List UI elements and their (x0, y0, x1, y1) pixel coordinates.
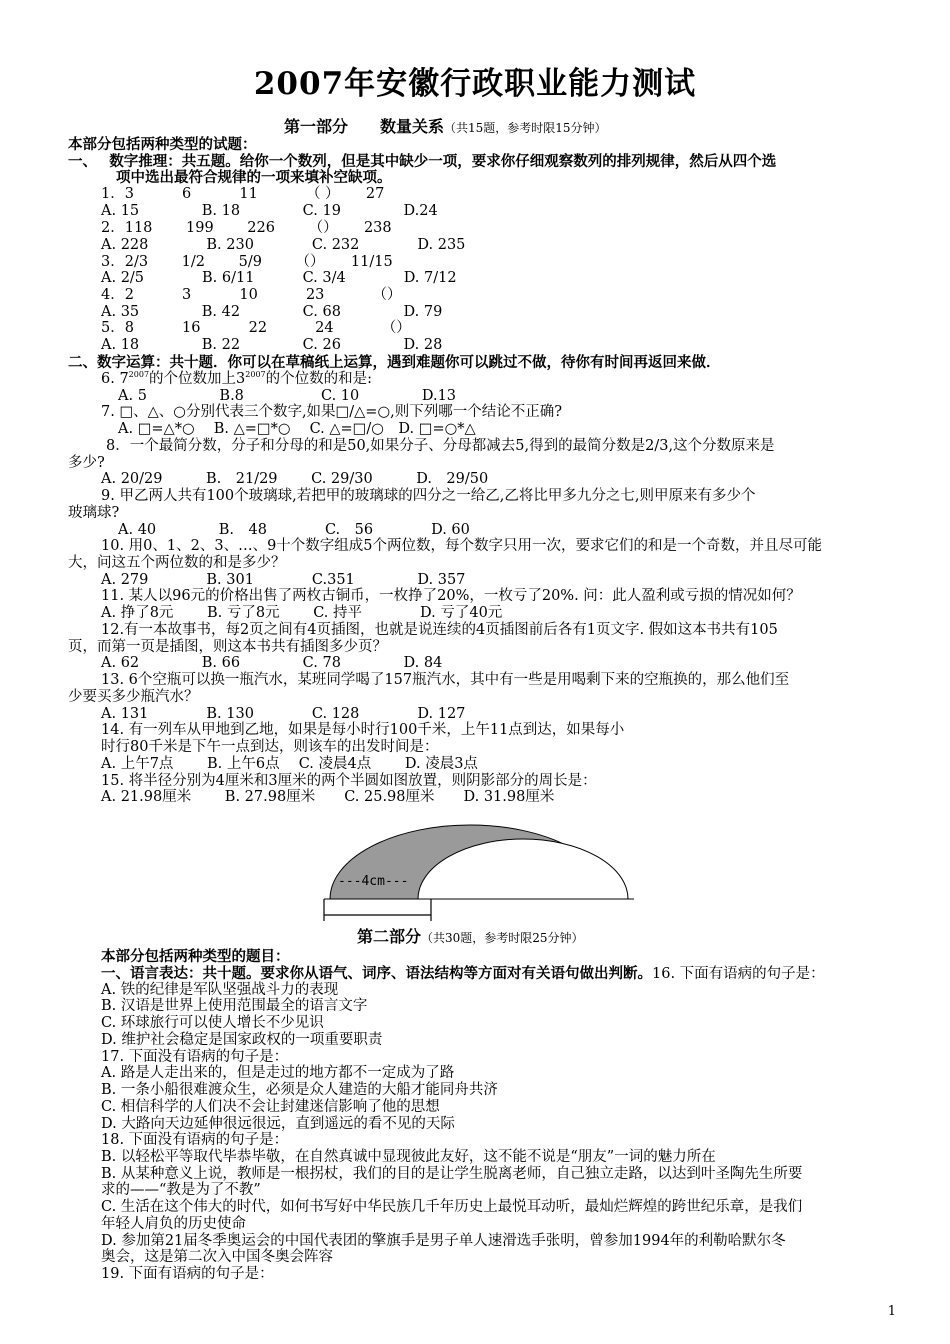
question-1-options: A. 15 B. 18 C. 19 D.24 (101, 203, 438, 219)
question-7: 7. □、△、○分别代表三个数字,如果□/△=○,则下列哪一个结论不正确? (101, 404, 562, 420)
question-12-options: A. 62 B. 66 C. 78 D. 84 (101, 655, 443, 671)
question-6-options: A. 5 B.8 C. 10 D.13 (118, 388, 457, 404)
question-16-option-b: B. 汉语是世界上使用范围最全的语言文字 (101, 998, 368, 1014)
question-8-options: A. 20/29 B. 21/29 C. 29/30 D. 29/50 (101, 471, 489, 487)
section-language: 一、语言表达：共十题。要求你从语气、词序、语法结构等方面对有关语句做出判断。 (101, 965, 652, 982)
question-14-line1: 14. 有一列车从甲地到乙地，如果是每小时行100千米，上午11点到达，如果每小 (101, 722, 625, 738)
document-title: 2007年安徽行政职业能力测试 (253, 66, 697, 102)
section-language-line (101, 965, 825, 983)
question-1: 1．3 6 11 （ ） 27 (101, 186, 385, 202)
question-13-line1: 13. 6个空瓶可以换一瓶汽水，某班同学喝了157瓶汽水，其中有一些是用喝剩下来的空瓶换的，那么他们至 (101, 672, 790, 688)
section-calculation: 二、数字运算：共十题．你可以在草稿纸上运算，遇到难题你可以跳过不做，待你有时间再返回来做． (68, 354, 721, 371)
question-16-option-d: D. 维护社会稳定是国家政权的一项重要职责 (101, 1032, 383, 1048)
section-number-reasoning-line1: 一、 数字推理：共五题。给你一个数列，但是其中缺少一项，要求你仔细观察数列的排列规律，然后从四个选 (68, 153, 777, 170)
question-8-line2: 多少? (68, 455, 105, 471)
question-6-exponent-2: 2007 (245, 370, 266, 379)
question-4: 4．2 3 10 23 （） (101, 287, 402, 303)
question-13-line2: 少要买多少瓶汽水？ (68, 689, 199, 705)
part2-intro: 本部分包括两种类型的题目： (101, 948, 290, 965)
question-2-options: A. 228 B. 230 C. 232 D. 235 (101, 237, 466, 253)
question-14-line2: 时行80千米是下午一点到达，则该车的出发时间是： (101, 739, 439, 755)
question-6-exponent-1: 2007 (128, 370, 150, 379)
question-10-options: A. 279 B. 301 C.351 D. 357 (101, 572, 466, 588)
question-8-line1: 8．一个最简分数，分子和分母的和是50,如果分子、分母都减去5,得到的最简分数是2/3,这个分数原来是 (106, 438, 775, 454)
question-4-options: A. 35 B. 42 C. 68 D. 79 (101, 304, 443, 320)
question-9-line1: 9. 甲乙两人共有100个玻璃球,若把甲的玻璃球的四分之一给乙,乙将比甲多九分之七,则甲原来有多少个 (101, 488, 756, 504)
question-5-options: A. 18 B. 22 C. 26 D. 28 (101, 337, 443, 353)
question-10-line2: 大，问这五个两位数的和是多少？ (68, 555, 286, 571)
question-15: 15. 将半径分别为4厘米和3厘米的两个半圆如图放置，则阴影部分的周长是： (101, 773, 597, 789)
question-18-option-a: B. 以轻松平等取代毕恭毕敬，在自然真诚中显现彼此友好，这不能不说是“朋友”一词的魅力所在 (101, 1149, 716, 1165)
question-10-line1: 10. 用0、1、2、3、…、9十个数字组成5个两位数，每个数字只用一次，要求它们的和是一个奇数，并且尽可能 (101, 538, 823, 554)
question-17-option-a: A. 路是人走出来的，但是走过的地方都不一定成为了路 (101, 1065, 455, 1081)
question-6-part-b: 的个位数加上3 (149, 371, 246, 387)
part2-note: （共30题，参考时限25分钟） (421, 931, 584, 945)
part2-heading: 第二部分 (357, 927, 422, 946)
part1-heading-line (284, 118, 607, 137)
question-18-option-d-line1: D. 参加第21届冬季奥运会的中国代表团的擎旗手是男子单人速滑选手张明，曾参加1994年的利勒哈默尔冬 (101, 1233, 786, 1249)
question-7-options: A. □=△*○ B. △=□*○ C. △=□/○ D. □=○*△ (118, 421, 476, 437)
question-17: 17. 下面没有语病的句子是： (101, 1049, 289, 1065)
question-17-option-c: C. 相信科学的人们决不会让封建迷信影响了他的思想 (101, 1099, 440, 1115)
question-3-options: A. 2/5 B. 6/11 C. 3/4 D. 7/12 (101, 270, 457, 286)
question-6 (101, 371, 372, 388)
part2-heading-line (357, 928, 584, 947)
question-9-options: A. 40 B. 48 C. 56 D. 60 (118, 522, 470, 538)
question-17-option-d: D. 大路向天边延伸很远很远，直到遥远的看不见的天际 (101, 1116, 455, 1132)
question-18-option-b-line1: B. 从某种意义上说，教师是一根拐杖，我们的目的是让学生脱离老师，自己独立走路，以达到叶圣陶先生所要 (101, 1166, 803, 1182)
question-16-option-a: A. 铁的纪律是军队坚强战斗力的表现 (101, 982, 339, 998)
question-18: 18. 下面没有语病的句子是： (101, 1132, 289, 1148)
question-12-line1: 12.有一本故事书，每2页之间有4页插图，也就是说连续的4页插图前后各有1页文字. 假如这本书共有105 (101, 622, 778, 638)
question-9-line2: 玻璃球? (68, 505, 120, 521)
radius-label: ---4cm--- (338, 874, 409, 889)
question-16-option-c: C. 环球旅行可以使人增长不少见识 (101, 1015, 324, 1031)
question-11: 11. 某人以96元的价格出售了两枚古铜币，一枚挣了20%，一枚亏了20%. 问：此人盈利或亏损的情况如何？ (101, 588, 801, 604)
question-18-option-b-line2: 求的——“教是为了不教” (101, 1182, 261, 1198)
page-number: 1 (887, 1304, 896, 1319)
part1-heading: 第一部分 数量关系 (284, 117, 445, 136)
question-18-option-d-line2: 奥会，这是第二次入中国冬奥会阵容 (101, 1249, 333, 1265)
question-2: 2．118 199 226 （） 238 (101, 220, 392, 236)
question-18-option-c-line1: C. 生活在这个伟大的时代，如何书写好中华民族几千年历史上最悦耳动听，最灿烂辉煌的跨世纪乐章，是我们 (101, 1199, 803, 1215)
part1-note: （共15题，参考时限15分钟） (444, 121, 607, 135)
question-11-options: A. 挣了8元 B. 亏了8元 C. 持平 D. 亏了40元 (101, 605, 503, 621)
question-18-option-c-line2: 年轻人肩负的历史使命 (101, 1216, 246, 1232)
question-3: 3．2/3 1/2 5/9 （） 11/15 (101, 254, 393, 270)
part1-intro: 本部分包括两种类型的试题： (68, 136, 257, 153)
section-number-reasoning-line2: 项中选出最符合规律的一项来填补空缺项。 (116, 169, 392, 186)
question-17-option-b: B. 一条小船很难渡众生，必须是众人建造的大船才能同舟共济 (101, 1082, 498, 1098)
question-14-options: A. 上午7点 B. 上午6点 C. 凌晨4点 D. 凌晨3点 (101, 756, 478, 772)
question-6-part-a: 6. 7 (101, 371, 129, 387)
question-16: 16. 下面有语病的句子是： (652, 966, 825, 982)
semicircle-figure (318, 815, 638, 925)
question-15-options: A. 21.98厘米 B. 27.98厘米 C. 25.98厘米 D. 31.98厘米 (101, 789, 555, 805)
question-13-options: A. 131 B. 130 C. 128 D. 127 (101, 706, 466, 722)
question-5: 5．8 16 22 24 （） (101, 320, 411, 336)
question-12-line2: 页，而第一页是插图，则这本书共有插图多少页？ (68, 639, 387, 655)
question-19: 19. 下面有语病的句子是： (101, 1266, 274, 1282)
question-6-part-c: 的个位数的和是: (265, 371, 373, 387)
